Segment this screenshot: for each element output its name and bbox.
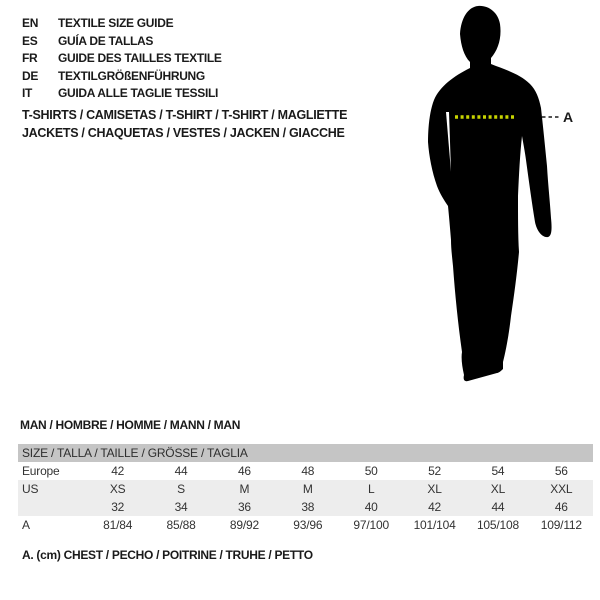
- size-cell: XL: [427, 482, 442, 496]
- language-row: [22, 15, 222, 33]
- language-row: [22, 68, 222, 86]
- language-code: DE: [22, 68, 39, 83]
- size-cell: 34: [174, 500, 188, 514]
- size-cell: L: [367, 482, 375, 496]
- language-title: GUIDA ALLE TAGLIE TESSILI: [58, 86, 219, 100]
- silhouette-shape: [428, 6, 552, 381]
- size-cell: S: [177, 482, 185, 496]
- language-row: [22, 33, 222, 51]
- size-cell: 42: [428, 500, 442, 514]
- size-cell: 81/84: [103, 518, 133, 532]
- size-cell: XS: [109, 482, 126, 496]
- language-title: GUÍA DE TALLAS: [58, 33, 154, 48]
- size-cell: 38: [301, 500, 315, 514]
- section-title-man: MAN / HOMBRE / HOMME / MANN / MAN: [20, 418, 241, 432]
- table-header: SIZE / TALLA / TAILLE / GRÖSSE / TAGLIA: [18, 444, 593, 462]
- table-row-us: [18, 480, 593, 498]
- row-label: A: [22, 518, 30, 532]
- size-cell: 42: [111, 464, 125, 478]
- language-title: TEXTILGRÖßENFÜHRUNG: [58, 68, 205, 83]
- size-cell: 85/88: [166, 518, 196, 532]
- size-cell: 97/100: [353, 518, 389, 532]
- size-cell: XXL: [550, 482, 573, 496]
- language-row: [22, 50, 222, 68]
- language-list: [22, 15, 222, 103]
- size-cell: 46: [237, 464, 251, 478]
- size-cell: 46: [554, 500, 568, 514]
- language-code: IT: [22, 86, 33, 100]
- size-cell: XL: [490, 482, 506, 496]
- size-cell: 36: [237, 500, 251, 514]
- size-cell: 32: [111, 500, 125, 514]
- size-cell: 40: [364, 500, 378, 514]
- category-jackets: JACKETS / CHAQUETAS / VESTES / JACKEN / GIACCHE: [22, 126, 345, 140]
- table-row-chest: [18, 516, 593, 534]
- language-code: FR: [22, 51, 38, 65]
- row-label: US: [22, 482, 39, 496]
- language-row: [22, 85, 222, 103]
- size-cell: 109/112: [540, 518, 582, 532]
- measure-label-a: A: [563, 109, 574, 125]
- man-silhouette: [418, 4, 583, 396]
- size-cell: 89/92: [229, 518, 259, 532]
- row-label: [18, 498, 86, 516]
- language-code: EN: [22, 16, 39, 30]
- man-silhouette-figure: [418, 4, 583, 396]
- size-cell: M: [302, 482, 313, 496]
- measurement-footnote: A. (cm) CHEST / PECHO / POITRINE / TRUHE / PETTO: [22, 548, 313, 562]
- size-cell: 93/96: [293, 518, 323, 532]
- size-cell: 50: [364, 464, 378, 478]
- size-table: [18, 444, 593, 534]
- size-cell: 105/108: [476, 518, 519, 532]
- size-cell: 44: [174, 464, 188, 478]
- size-cell: 44: [491, 500, 505, 514]
- language-title: GUIDE DES TAILLES TEXTILE: [58, 51, 222, 65]
- table-row-numeric: [18, 498, 593, 516]
- language-title: TEXTILE SIZE GUIDE: [58, 16, 174, 30]
- garment-categories: [22, 106, 347, 142]
- category-tshirts: T-SHIRTS / CAMISETAS / T-SHIRT / T-SHIRT / MAGLIETTE: [22, 108, 348, 122]
- size-cell: 48: [301, 464, 315, 478]
- table-row-europe: [18, 462, 593, 480]
- size-cell: 56: [554, 464, 568, 478]
- row-label: Europe: [22, 464, 60, 478]
- size-cell: 54: [491, 464, 505, 478]
- size-cell: 101/104: [413, 518, 456, 532]
- size-cell: 52: [428, 464, 442, 478]
- size-cell: M: [239, 482, 250, 496]
- language-code: ES: [22, 33, 38, 48]
